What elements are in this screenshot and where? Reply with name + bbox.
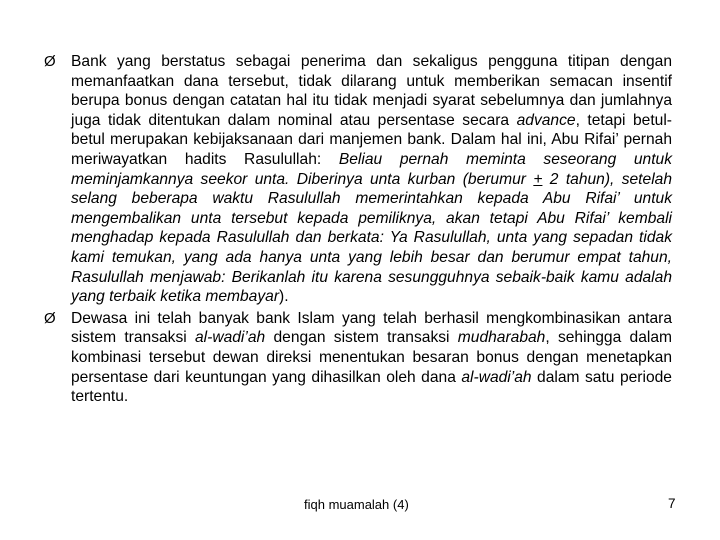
text-segment: , tetapi betul-betul merupakan kebijaksanaan dari manjemen bank. Dalam hal ini, Abu Rifai’ pernah meriwayatkan hadits Rasulullah: — [71, 111, 673, 168]
text-segment-italic: al-wadi’ah — [461, 368, 532, 386]
text-segment-italic: 2 tahun), setelah selang beberapa waktu Rasulullah memerintahkan kepada Abu Rifai’ untuk mengembalikan unta tersebut kepada pemiliknya, akan tetapi Abu Rifai’ kembali menghadap kepada Rasulullah dan berkata: Ya Rasulullah, unta yang sepadan tidak kami temukan, yang ada hanya unta yang lebih besar dan berumur empat tahun, Rasulullah menjawab: Berikanlah itu karena sesungguhnya sebaik-baik kamu adalah yang terbaik ketika membayar — [71, 170, 672, 306]
arrow-bullet-icon: Ø — [44, 309, 56, 327]
text-segment: dengan sistem transaksi — [265, 329, 458, 347]
text-segment: Bank yang berstatus sebagai penerima dan sekaligus pengguna titipan dengan memanfaatkan dana tersebut, tidak dilarang untuk memberikan semacan insentif berupa bonus dengan catatan hal itu tidak menjadi syarat sebelumnya dan jumlahnya juga tidak ditentukan dalam nominal atau persentase secara — [71, 53, 672, 129]
text-segment-italic: Beliau pernah meminta seseorang untuk meminjamkannya seekor unta. Diberinya unta kurban (berumur — [71, 150, 673, 188]
bullet-item — [44, 309, 672, 407]
text-segment-italic: mudharabah — [457, 329, 546, 347]
arrow-bullet-icon: Ø — [44, 53, 56, 70]
bullet-item — [44, 52, 672, 307]
page-number: 7 — [668, 496, 676, 511]
bullet-list — [44, 52, 672, 409]
bullet-text — [71, 310, 672, 405]
text-segment: Dewasa ini telah banyak bank Islam yang telah berhasil mengkombinasikan antara sistem transaksi — [71, 309, 672, 347]
plus-minus-symbol: + — [533, 170, 543, 188]
text-segment-italic: advance — [516, 111, 576, 129]
text-segment: dalam satu periode tertentu. — [71, 368, 672, 406]
bullet-text — [71, 53, 672, 305]
text-segment: ). — [279, 288, 289, 306]
footer-title: fiqh muamalah (4) — [304, 497, 409, 512]
text-segment-italic: al-wadi’ah — [195, 329, 266, 347]
text-segment: , sehingga dalam kombinasi tersebut dewan direksi menentukan besaran bonus dengan menetapkan persentase dari keuntungan yang dihasilkan oleh dana — [71, 329, 672, 386]
